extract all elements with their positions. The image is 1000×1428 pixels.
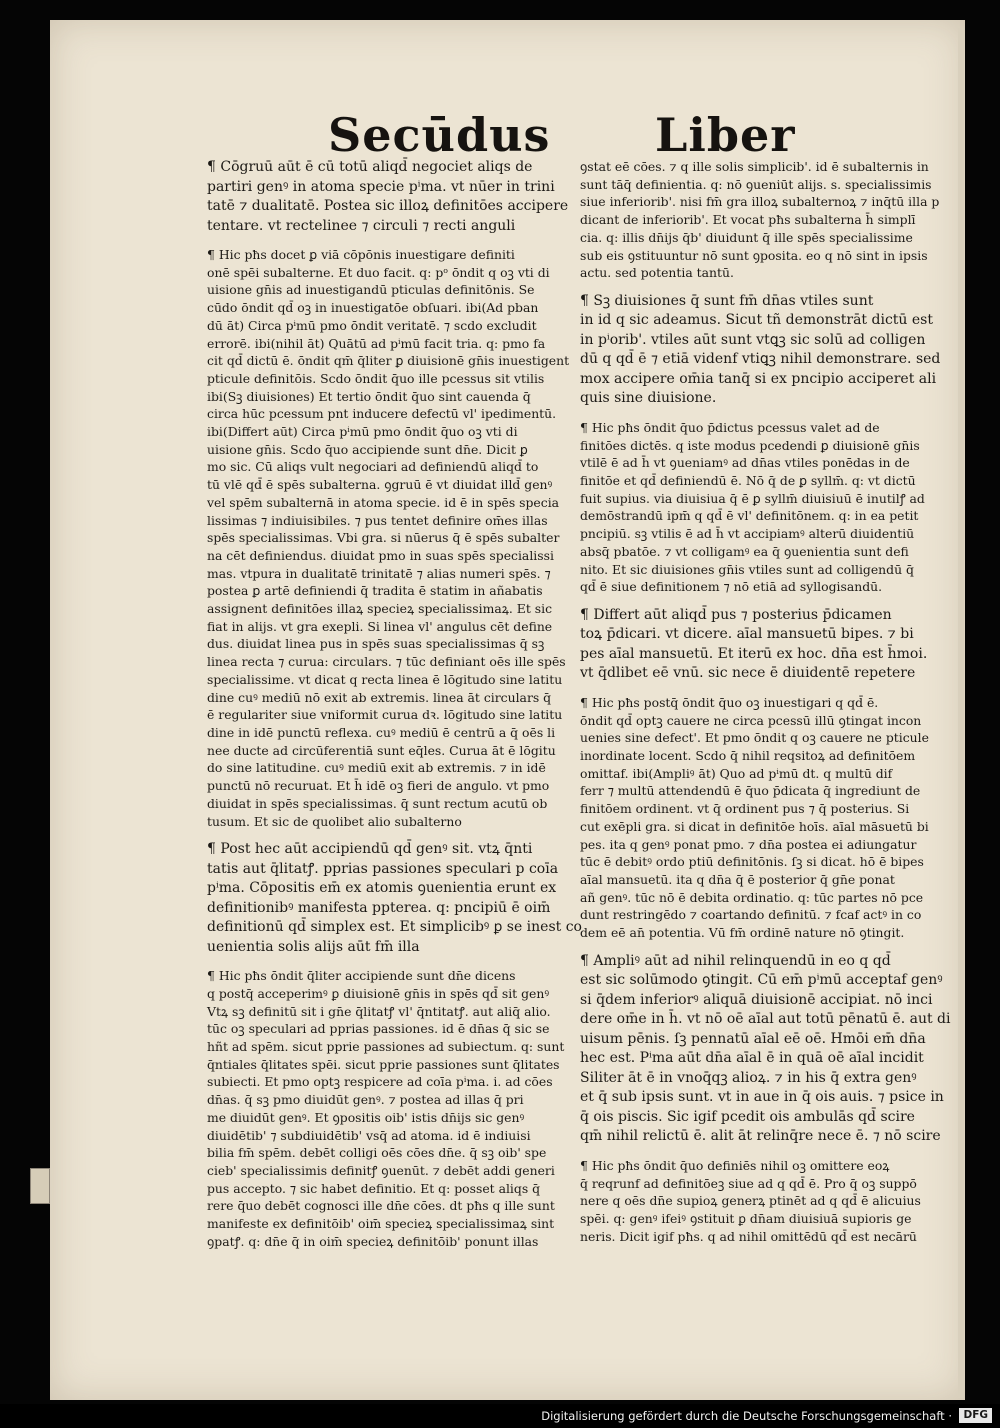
text-line: dunt restringēdo ⁊ coartando definitū. ⁊ fcaf actꝰ in co — [580, 907, 922, 923]
text-line: vel spēm subalternā in atoma specie. id ē in spēs specia — [207, 494, 560, 510]
commentary-paragraph — [580, 1157, 928, 1246]
page-edge — [958, 28, 964, 1398]
text-line: Vtꝝ sꝫ definitū sit i gn̄e q̄litatꝭ vl' q̄ntitatꝭ. aut aliq̄ alio. — [207, 1003, 551, 1019]
text-line: añ genꝰ. tūc nō ē debita ordinatio. q: tūc partes nō pce — [580, 889, 924, 905]
text-line: nito. Et sic diuisiones gn̄is vtiles sunt ad colligendū q̄ — [580, 561, 914, 577]
text-line: pes aīal mansuetū. Et iterū ex hoc. dn̄a est h̄moi. — [580, 645, 928, 662]
text-line: bilia fm̄ spēm. debēt colligi oēs cōes dn̄e. q̄ sꝫ oib' spe — [207, 1145, 547, 1161]
text-line: diuidat in spēs specialissimas. q̄ sunt rectum acutū ob — [207, 795, 548, 811]
text-line: dere om̄e in h̄. vt nō oē aīal aut totū pēnatū ē. aut di — [580, 1011, 951, 1028]
text-line: pticule definitōis. Scdo ōndit q̄uo ille pcessus sit vtilis — [207, 370, 545, 386]
text-line: Siliter āt ē in vnoq̄qꝫ alioꝝ. ⁊ in his q̄ extra genꝰ — [580, 1069, 917, 1086]
text-line: cūdo ōndit qd̄ oꝫ in inuestigatōe obſuari. ibi(Ad pban — [207, 300, 539, 316]
text-line: onē spēi subalterne. Et duo facit. q: pᵒ ōndit q oꝫ vti di — [207, 264, 550, 280]
text-line: subiecti. Et pmo optꝫ respicere ad coīa pⁱma. i. ad cōes — [207, 1074, 553, 1090]
text-line: demōstrandū ipm̄ q qd̄ ē vl' definitōnem. q: in ea petit — [580, 508, 919, 524]
text-line: ꝯstat eē cōes. ⁊ q ille solis simplicib'. id ē subalternis in — [580, 159, 929, 174]
text-line: neris. Dicit igif pħs. q ad nihil omittēdū qd̄ est necārū — [580, 1228, 917, 1244]
text-line: ibi(Sꝫ diuisiones) Et tertio ōndit q̄uo sint cauenda q̄ — [207, 388, 531, 404]
text-line: fuit supius. via diuisiua q̄ ē ꝑ syllm̄ diuisiuū ē inutilꝭ ad — [580, 490, 925, 506]
text-line: ¶ Hic pħs docet ꝑ viā cōpōnis inuestigare definiti — [207, 247, 515, 262]
text-line: sub eis ꝯstituuntur nō sunt ꝯposita. eo q nō sint in ipsis — [580, 247, 928, 263]
dfg-logo: DFG — [959, 1408, 992, 1423]
text-line: ¶ Sꝫ diuisiones q̄ sunt fm̄ dn̄as vtiles sunt — [580, 292, 874, 309]
text-lemma — [580, 292, 941, 409]
text-line: hec est. Pⁱma aūt dn̄a aīal ē in quā oē aīal incidit — [580, 1050, 924, 1067]
text-line: rere q̄uo debēt cognosci ille dn̄e cōes. dt pħs q ille sunt — [207, 1198, 555, 1214]
text-line: ferr ⁊ multū attendendū ē q̄uo p̄dicata q̄ ingrediunt de — [580, 783, 921, 799]
text-lemma — [580, 952, 951, 1147]
text-line: assignent definitōes illaꝝ specieꝝ specialissimaꝝ. Et sic — [207, 601, 553, 617]
text-column-right — [580, 158, 951, 1244]
text-line: qm̄ nihil relictū ē. alit āt relinq̄re nece ē. ⁊ nō scire — [580, 1128, 941, 1145]
text-line: quis sine diuisione. — [580, 390, 717, 407]
text-column-left — [207, 158, 582, 1249]
text-line: cia. q: illis dn̄ijs q̄b' diuidunt q̄ ille spēs specialissime — [580, 229, 913, 245]
commentary-paragraph — [580, 158, 940, 282]
text-line: cit qd̄ dictū ē. ōndit qm̄ q̄liter ꝑ diuisionē gn̄is inuestigent — [207, 353, 570, 369]
text-line: punctū nō recuruat. Et h̄ idē oꝫ fieri de angulo. vt pmo — [207, 778, 550, 794]
text-line: est sic solūmodo ꝯtingit. Cū em̄ pⁱmū acceptaf genꝰ — [580, 972, 943, 989]
text-lemma — [580, 606, 928, 684]
text-line: ꝯpatꝭ. q: dn̄e q̄ in oim̄ specieꝝ definitōib' ponunt illas — [207, 1233, 539, 1249]
text-line: dicant de inferiorib'. Et vocat pħs subalterna h̄ simplī — [580, 212, 916, 228]
text-line: siue inferiorib'. nisi fm̄ gra illoꝝ subalternoꝝ ⁊ inq̄tū illa p — [580, 194, 940, 210]
text-line: errorē. ibi(nihil āt) Quātū ad pⁱmū facit tria. q: pmo fa — [207, 335, 546, 351]
text-line: ¶ Ampliꝰ aūt ad nihil relinquendū in eo q qd̄ — [580, 952, 891, 969]
text-line: specialissime. vt dicat q recta linea ē lōgitudo sine latitu — [207, 671, 563, 687]
text-line: et q̄ sub ipsis sunt. vt in aue in q̄ ois auis. ⁊ psice in — [580, 1089, 944, 1106]
text-line: finitōes dictēs. q iste modus pcedendi ꝑ diuisionē gn̄is — [580, 437, 920, 453]
text-line: nere q oēs dn̄e supioꝝ generꝝ ptinēt ad q qd̄ ē alicuius — [580, 1193, 921, 1209]
text-line: uenies sine defect'. Et pmo ōndit q oꝫ cauere ne pticule — [580, 730, 929, 746]
text-line: cieb' specialissimis definitꝭ ꝯuenūt. ⁊ debēt addi generi — [207, 1162, 555, 1178]
text-line: q postq̄ acceperimꝰ ꝑ diuisionē gn̄is in spēs qd̄ sit genꝰ — [207, 985, 550, 1001]
text-line: diuidētib' ⁊ subdiuidētib' vsq̄ ad atoma. id ē indiuisi — [207, 1127, 531, 1143]
text-line: in pⁱorib'. vtiles aūt sunt vtꝗꝫ sic solū ad colligen — [580, 331, 926, 348]
text-line: finitōem ordinent. vt q̄ ordinent pus ⁊ q̄ posterius. Si — [580, 801, 910, 817]
text-line: ¶ Hic pħs ōndit q̄uo p̄dictus pcessus valet ad de — [580, 419, 880, 435]
text-line: uisum pēnis. ſꝫ pennatū aīal eē oē. Hmōi em̄ dn̄a — [580, 1030, 926, 1047]
text-line: vtilē ē ad h̄ vt ꝯueniamꝰ ad dn̄as vtiles ponēdas in de — [580, 455, 910, 471]
text-line: ē regulariter siue vniformit curua dꝛ. lōgitudo sine latitu — [207, 707, 563, 723]
text-line: ¶ Hic pħs ōndit q̄uo definiēs nihil oꝫ omittere eoꝝ — [580, 1157, 890, 1173]
text-line: mox accipere om̄ia tanq̄ si ex pncipio acciperet ali — [580, 370, 937, 387]
text-line: tatis aut q̄litatꝭ. pprias passiones speculari p coīa — [207, 860, 559, 877]
text-line: me diuidūt genꝰ. Et ꝯpositis oib' istis dn̄ijs sic genꝰ — [207, 1109, 525, 1125]
text-line: tū vlē qd̄ ē spēs subalterna. ꝯgruū ē vt diuidat illd̄ genꝰ — [207, 477, 553, 493]
text-line: vt q̄dlibet eē vnū. sic nece ē diuidentē repetere — [580, 665, 916, 682]
text-line: circa hūc pcessum pnt inducere defectū vl' ipedimentū. — [207, 406, 557, 422]
text-line: hñt ad spēm. sicut pprie passiones ad subiectum. q: sunt — [207, 1039, 565, 1055]
text-line: definitionū qd̄ simplex est. Et simplicibꝰ ꝑ se inest co — [207, 919, 582, 936]
text-line: ¶ Post hec aūt accipiendū qd̄ genꝰ sit. vtꝝ q̄nti — [207, 841, 533, 858]
text-line: cut exēpli gra. si dicat in definitōe hoīs. aīal māsuetū bi — [580, 818, 929, 834]
text-line: partiri genꝰ in atoma specie pⁱma. vt nūer in trini — [207, 178, 555, 195]
text-line: uisione gn̄is ad inuestigandū pticulas definitōnis. Se — [207, 282, 535, 298]
text-line: pes. ita q genꝰ ponat pmo. ⁊ dn̄a postea ei adiungatur — [580, 836, 917, 852]
text-line: actu. sed potentia tantū. — [580, 265, 734, 281]
text-line: ¶ Hic pħs postq̄ ōndit q̄uo oꝫ inuestigari q qd̄ ē. — [580, 694, 879, 710]
text-lemma — [207, 840, 582, 957]
text-line: na cēt definiendus. diuidat pmo in suas spēs specialissi — [207, 547, 554, 563]
text-line: mo sic. Cū aliqs vult negociari ad definiendū aliqd̄ to — [207, 459, 539, 475]
text-line: omittaf. ibi(Ampliꝰ āt) Quo ad pⁱmū dt. q multū dif — [580, 765, 893, 781]
text-line: q̄ reqrunf ad definitōeꝫ siue ad q qd̄ ē. Pro q̄ oꝫ suppō — [580, 1175, 917, 1191]
text-line: tūc oꝫ speculari ad pprias passiones. id ē dn̄as q̄ sic se — [207, 1021, 550, 1037]
text-line: dn̄as. q̄ sꝫ pmo diuidūt genꝰ. ⁊ postea ad illas q̄ pri — [207, 1092, 524, 1108]
footer-bar — [0, 1404, 1000, 1428]
text-line: definitionibꝰ manifesta ppterea. q: pncipiū ē oim̄ — [207, 899, 551, 916]
commentary-paragraph — [207, 246, 570, 830]
text-line: dus. diuidat linea pus in spēs suas specialissimas q̄ sꝫ — [207, 636, 545, 652]
text-line: dū q qd̄ ē ⁊ etiā videnf vtiꝗꝫ nihil demonstrare. sed — [580, 351, 941, 368]
text-line: pⁱma. Cōpositis em̄ ex atomis ꝯuenientia erunt ex — [207, 880, 557, 897]
text-line: qd̄ ē siue definitionem ⁊ nō etiā ad syllogisandū. — [580, 579, 883, 595]
text-line: dū āt) Circa pⁱmū pmo ōndit veritatē. ⁊ scdo excludit — [207, 317, 537, 333]
text-line: mas. vtpura in dualitatē trinitatē ⁊ alias numeri spēs. ⁊ — [207, 565, 551, 581]
text-line: sunt tāq̄ definientia. q: nō ꝯueniūt alijs. s. specialissimis — [580, 176, 932, 192]
text-line: spēi. q: genꝰ ifeiꝰ ꝯstituit ꝑ dn̄am diuisiuā supioris ge — [580, 1210, 912, 1226]
text-line: dine in idē punctū reflexa. cuꝰ mediū ē centrū a q̄ oēs li — [207, 724, 556, 740]
text-line: ¶ Cōgruū aūt ē cū totū aliqd̄ negociet aliqs de — [207, 159, 533, 175]
text-line: tentare. vt rectelinee ⁊ circuli ⁊ recti anguli — [207, 217, 516, 234]
running-heading-left: Secūdus — [328, 108, 551, 162]
text-line: fiat in alijs. vt gra exepli. Si linea vl' angulus cēt define — [207, 618, 553, 634]
text-line: ¶ Differt aūt aliqd̄ pus ⁊ posterius p̄dicamen — [580, 606, 892, 623]
commentary-paragraph — [580, 694, 928, 942]
text-line: tusum. Et sic de quolibet alio subalterno — [207, 813, 462, 829]
text-line: ibi(Differt aūt) Circa pⁱmū pmo ōndit q̄uo oꝫ vti di — [207, 424, 518, 440]
text-line: pncipiū. sꝫ vtilis ē ad h̄ vt accipiamꝰ alterū diuidentiū — [580, 526, 915, 542]
text-lemma — [207, 158, 569, 236]
text-line: uisione gn̄is. Scdo q̄uo accipiende sunt dn̄e. Dicit ꝑ — [207, 441, 528, 457]
text-line: linea recta ⁊ curua: circulars. ⁊ tūc definiant oēs ille spēs — [207, 654, 566, 670]
text-line: aīal mansuetū. ita q dn̄a q̄ ē posterior q̄ gn̄e ponat — [580, 871, 895, 887]
text-line: q̄ ois piscis. Sic igif pcedit ois ambulās qd̄ scire — [580, 1108, 915, 1125]
text-line: absq̄ pbatōe. ⁊ vt colligamꝰ ea q̄ ꝯuenientia sunt defi — [580, 543, 909, 559]
text-line: do sine latitudine. cuꝰ mediū exit ab extremis. ⁊ in idē — [207, 760, 546, 776]
text-line: inordinate locent. Scdo q̄ nihil reqsitoꝝ ad definitōem — [580, 748, 916, 764]
commentary-paragraph — [207, 967, 565, 1250]
text-line: uenientia solis alijs aūt fm̄ illa — [207, 938, 420, 955]
text-line: nee ducte ad circūferentiā sunt eq̄les. Curua āt ē lōgitu — [207, 742, 556, 758]
text-line: tūc ē debitꝰ ordo ptiū definitōnis. ſꝫ si dicat. hō ē bipes — [580, 854, 924, 870]
text-line: finitōe et qd̄ definiendū ē. Nō q̄ de ꝑ syllm̄. q: vt dictū — [580, 473, 916, 489]
text-line: dem eē an̄ potentia. Vū fm̄ ordinē nature nō ꝯtingit. — [580, 925, 905, 941]
footer-credit: Digitalisierung gefördert durch die Deutsche Forschungsgemeinschaft · — [541, 1409, 952, 1423]
text-line: q̄ntiales q̄litates spēi. sicut pprie passiones sunt q̄litates — [207, 1056, 560, 1072]
text-line: pus accepto. ⁊ sic habet definitio. Et q: posset aliqs q̄ — [207, 1180, 541, 1196]
text-line: manifeste ex definitōib' oim̄ specieꝝ specialissimaꝝ sint — [207, 1216, 555, 1232]
text-line: toꝝ p̄dicari. vt dicere. aīal mansuetū bipes. ⁊ bi — [580, 626, 914, 643]
text-line: ōndit qd̄ optꝫ cauere ne circa pcessū illū ꝯtingat incon — [580, 712, 922, 728]
text-line: postea ꝑ artē definiendi q̄ tradita ē statim in añabatis — [207, 583, 543, 599]
text-line: si q̄dem inferiorꝰ aliquā diuisionē accipiat. nō inci — [580, 991, 933, 1008]
text-line: lissimas ⁊ indiuisibiles. ⁊ pus tentet definire om̄es illas — [207, 512, 548, 528]
text-line: dine cuꝰ mediū nō exit ab extremis. linea āt circulars q̄ — [207, 689, 552, 705]
text-line: tatē ⁊ dualitatē. Postea sic illoꝝ definitōes accipere — [207, 198, 569, 214]
text-line: ¶ Hic pħs ōndit q̄liter accipiende sunt dn̄e dicens — [207, 968, 516, 984]
text-line: in id q sic adeamus. Sicut tñ demonstrāt dictū est — [580, 312, 933, 329]
text-line: spēs specialissimas. Vbi gra. si nūerus q̄ ē spēs subalter — [207, 530, 560, 546]
page-tab-marker — [30, 1168, 50, 1204]
commentary-paragraph — [580, 419, 928, 596]
running-heading-right: Liber — [655, 108, 796, 162]
